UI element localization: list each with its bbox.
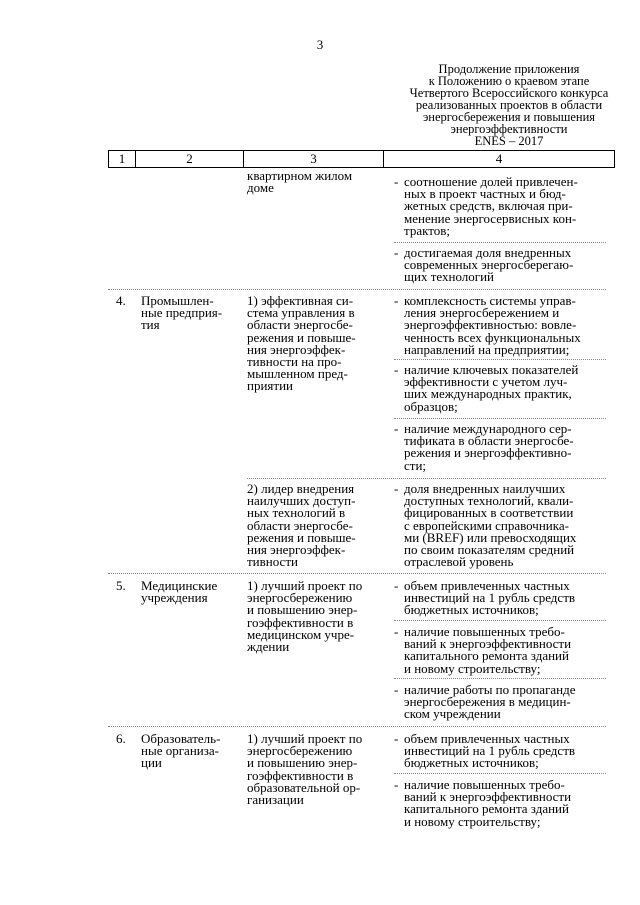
organization-type: Образователь- ные организа- ции [141, 731, 221, 771]
criterion-item: - наличие ключевых показателей эффективности с учетом луч- ших международных практик, образцов; [394, 362, 579, 414]
nomination: 2) лидер внедрения наилучших доступ- ных технологий в области энергосбе- режения и повыше- ния энергоэффек- тивности [247, 481, 356, 570]
row-separator [108, 573, 606, 574]
criteria-separator [394, 359, 606, 360]
header-col-1: 1 [109, 151, 136, 167]
criteria-separator [394, 418, 606, 419]
row-separator [108, 726, 606, 727]
criteria-separator [394, 773, 606, 774]
nomination: 1) лучший проект по энергосбережению и повышению энер- гоэффективности в медицинском учре- ждении [247, 578, 363, 655]
header-col-2: 2 [136, 151, 244, 167]
organization-type: Медицинские учреждения [141, 578, 218, 606]
criterion-item: - объем привлеченных частных инвестиций на 1 рубль средств бюджетных источников; [394, 731, 576, 771]
criteria-separator [394, 678, 606, 679]
table-header-row [108, 150, 615, 168]
row-separator [247, 478, 606, 479]
header-col-4: 4 [495, 151, 503, 166]
criterion-item: - объем привлеченных частных инвестиций на 1 рубль средств бюджетных источников; [394, 578, 576, 618]
row-number: 5. [116, 578, 126, 593]
criterion-item: - наличие повышенных требо- ваний к энергоэффективности капитального ремонта зданий и новому строительству; [394, 777, 572, 829]
nomination: 1) эффективная си- стема управления в области энергосбе- режения и повыше- ния энергоэффек- тивности на про- мышленном пред- приятии [247, 293, 356, 394]
organization-type: Промышлен- ные предприя- тия [141, 293, 223, 333]
appendix-caption: Продолжение приложения к Положению о краевом этапе Четвертого Всероссийского конкурса реализованных проектов в области энергосбережения и повышения энергоэффективности ENES – 2017 [409, 62, 609, 148]
row-number: 6. [116, 731, 126, 746]
criterion-item: - наличие повышенных требо- ваний к энергоэффективности капитального ремонта зданий и новому строительству; [394, 624, 572, 676]
criterion-item: - комплексность системы управ- ления энергосбережением и энергоэффективностью: вовле- ченность всех функциональных направлений на предприятии; [394, 293, 581, 357]
row-number: 4. [116, 293, 126, 308]
criterion-item: - соотношение долей привлечен- ных в проект частных и бюд- жетных средств, включая при- менение энергосервисных кон- трактов; [394, 174, 578, 238]
criterion-item: - наличие международного сер- тификата в области энергосбе- режения и энергоэффективно- сти; [394, 421, 574, 473]
continuation-nomination: квартирном жилом доме [247, 168, 353, 196]
criterion-item: - достигаемая доля внедренных современных энергосберегаю- щих технологий [394, 245, 574, 285]
nomination: 1) лучший проект по энергосбережению и повышению энер- гоэффективности в образовательной ор- ганизации [247, 731, 363, 808]
criteria-separator [394, 620, 606, 621]
criteria-separator [394, 242, 606, 243]
criterion-item: - наличие работы по пропаганде энергосбережения в медицин- ском учреждении [394, 682, 576, 722]
criterion-item: - доля внедренных наилучших доступных технологий, квали- фицированных в соответствии с европейскими справочника- ми (BREF) или превосходящих по своим показателям средний отраслевой уровень [394, 481, 577, 570]
header-col-3: 3 [244, 151, 384, 167]
row-separator [108, 289, 606, 290]
page-number: 3 [316, 37, 324, 52]
